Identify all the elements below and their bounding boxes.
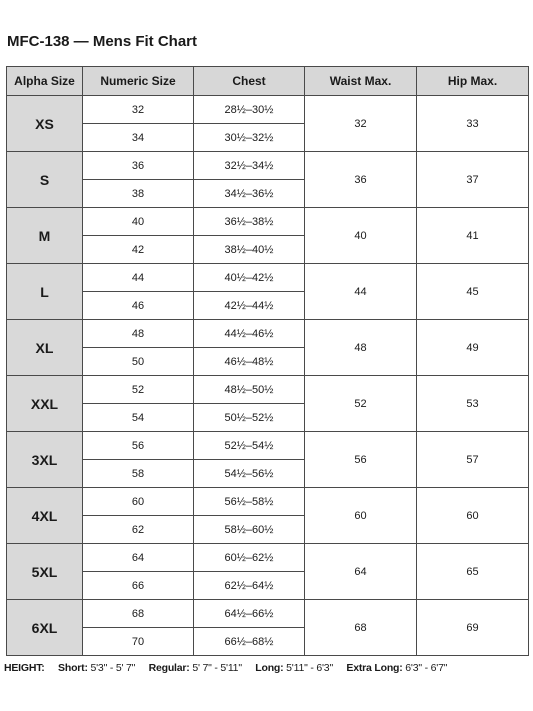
numeric-size-cell: 44 xyxy=(83,264,194,292)
table-row xyxy=(7,544,529,572)
alpha-size-cell: 3XL xyxy=(7,432,83,488)
hip-max-cell: 33 xyxy=(417,96,529,152)
hip-max-cell: 41 xyxy=(417,208,529,264)
height-regular-label: Regular: xyxy=(148,662,190,674)
fit-chart-table xyxy=(6,66,529,656)
chest-cell: 44½–46½ xyxy=(194,320,305,348)
chest-cell: 46½–48½ xyxy=(194,348,305,376)
alpha-size-cell: M xyxy=(7,208,83,264)
height-short-value: 5'3" - 5' 7" xyxy=(90,662,136,674)
height-extra-long-value: 6'3" - 6'7" xyxy=(405,662,448,674)
table-row xyxy=(7,320,529,348)
waist-max-cell: 40 xyxy=(305,208,417,264)
numeric-size-cell: 46 xyxy=(83,292,194,320)
height-regular-value: 5' 7" - 5'11" xyxy=(192,662,242,674)
chest-cell: 40½–42½ xyxy=(194,264,305,292)
numeric-size-cell: 56 xyxy=(83,432,194,460)
chest-cell: 28½–30½ xyxy=(194,96,305,124)
numeric-size-cell: 50 xyxy=(83,348,194,376)
chest-cell: 36½–38½ xyxy=(194,208,305,236)
alpha-size-cell: 6XL xyxy=(7,600,83,656)
numeric-size-cell: 40 xyxy=(83,208,194,236)
waist-max-cell: 68 xyxy=(305,600,417,656)
chest-cell: 48½–50½ xyxy=(194,376,305,404)
table-row xyxy=(7,264,529,292)
waist-max-cell: 52 xyxy=(305,376,417,432)
alpha-size-cell: XXL xyxy=(7,376,83,432)
numeric-size-cell: 66 xyxy=(83,572,194,600)
numeric-size-cell: 58 xyxy=(83,460,194,488)
table-row xyxy=(7,96,529,124)
chest-cell: 58½–60½ xyxy=(194,516,305,544)
height-footer xyxy=(4,662,447,674)
numeric-size-cell: 64 xyxy=(83,544,194,572)
header-numeric-size: Numeric Size xyxy=(83,67,194,96)
height-extra-long-label: Extra Long: xyxy=(346,662,403,674)
numeric-size-cell: 36 xyxy=(83,152,194,180)
hip-max-cell: 53 xyxy=(417,376,529,432)
height-label: HEIGHT: xyxy=(4,662,45,674)
header-chest: Chest xyxy=(194,67,305,96)
alpha-size-cell: L xyxy=(7,264,83,320)
waist-max-cell: 60 xyxy=(305,488,417,544)
hip-max-cell: 37 xyxy=(417,152,529,208)
alpha-size-cell: S xyxy=(7,152,83,208)
alpha-size-cell: 4XL xyxy=(7,488,83,544)
hip-max-cell: 49 xyxy=(417,320,529,376)
numeric-size-cell: 52 xyxy=(83,376,194,404)
table-body xyxy=(7,96,529,656)
numeric-size-cell: 48 xyxy=(83,320,194,348)
waist-max-cell: 32 xyxy=(305,96,417,152)
numeric-size-cell: 42 xyxy=(83,236,194,264)
hip-max-cell: 57 xyxy=(417,432,529,488)
hip-max-cell: 65 xyxy=(417,544,529,600)
numeric-size-cell: 62 xyxy=(83,516,194,544)
height-long-label: Long: xyxy=(255,662,284,674)
numeric-size-cell: 60 xyxy=(83,488,194,516)
alpha-size-cell: XS xyxy=(7,96,83,152)
numeric-size-cell: 70 xyxy=(83,628,194,656)
height-long-value: 5'11" - 6'3" xyxy=(286,662,333,674)
hip-max-cell: 69 xyxy=(417,600,529,656)
numeric-size-cell: 38 xyxy=(83,180,194,208)
table-header-row xyxy=(7,67,529,96)
height-short-label: Short: xyxy=(58,662,88,674)
page-title: MFC-138 — Mens Fit Chart xyxy=(7,33,198,50)
table-row xyxy=(7,432,529,460)
chest-cell: 50½–52½ xyxy=(194,404,305,432)
chest-cell: 52½–54½ xyxy=(194,432,305,460)
waist-max-cell: 48 xyxy=(305,320,417,376)
table-row xyxy=(7,208,529,236)
chest-cell: 66½–68½ xyxy=(194,628,305,656)
table-row xyxy=(7,488,529,516)
hip-max-cell: 45 xyxy=(417,264,529,320)
chest-cell: 42½–44½ xyxy=(194,292,305,320)
waist-max-cell: 36 xyxy=(305,152,417,208)
waist-max-cell: 44 xyxy=(305,264,417,320)
alpha-size-cell: 5XL xyxy=(7,544,83,600)
numeric-size-cell: 32 xyxy=(83,96,194,124)
table-row xyxy=(7,376,529,404)
chest-cell: 34½–36½ xyxy=(194,180,305,208)
chest-cell: 30½–32½ xyxy=(194,124,305,152)
hip-max-cell: 60 xyxy=(417,488,529,544)
header-waist-max: Waist Max. xyxy=(305,67,417,96)
table-row xyxy=(7,600,529,628)
numeric-size-cell: 54 xyxy=(83,404,194,432)
chest-cell: 64½–66½ xyxy=(194,600,305,628)
chest-cell: 32½–34½ xyxy=(194,152,305,180)
chest-cell: 56½–58½ xyxy=(194,488,305,516)
numeric-size-cell: 34 xyxy=(83,124,194,152)
chest-cell: 62½–64½ xyxy=(194,572,305,600)
table-row xyxy=(7,152,529,180)
waist-max-cell: 56 xyxy=(305,432,417,488)
alpha-size-cell: XL xyxy=(7,320,83,376)
header-alpha-size: Alpha Size xyxy=(7,67,83,96)
chest-cell: 38½–40½ xyxy=(194,236,305,264)
waist-max-cell: 64 xyxy=(305,544,417,600)
chest-cell: 54½–56½ xyxy=(194,460,305,488)
numeric-size-cell: 68 xyxy=(83,600,194,628)
chest-cell: 60½–62½ xyxy=(194,544,305,572)
header-hip-max: Hip Max. xyxy=(417,67,529,96)
